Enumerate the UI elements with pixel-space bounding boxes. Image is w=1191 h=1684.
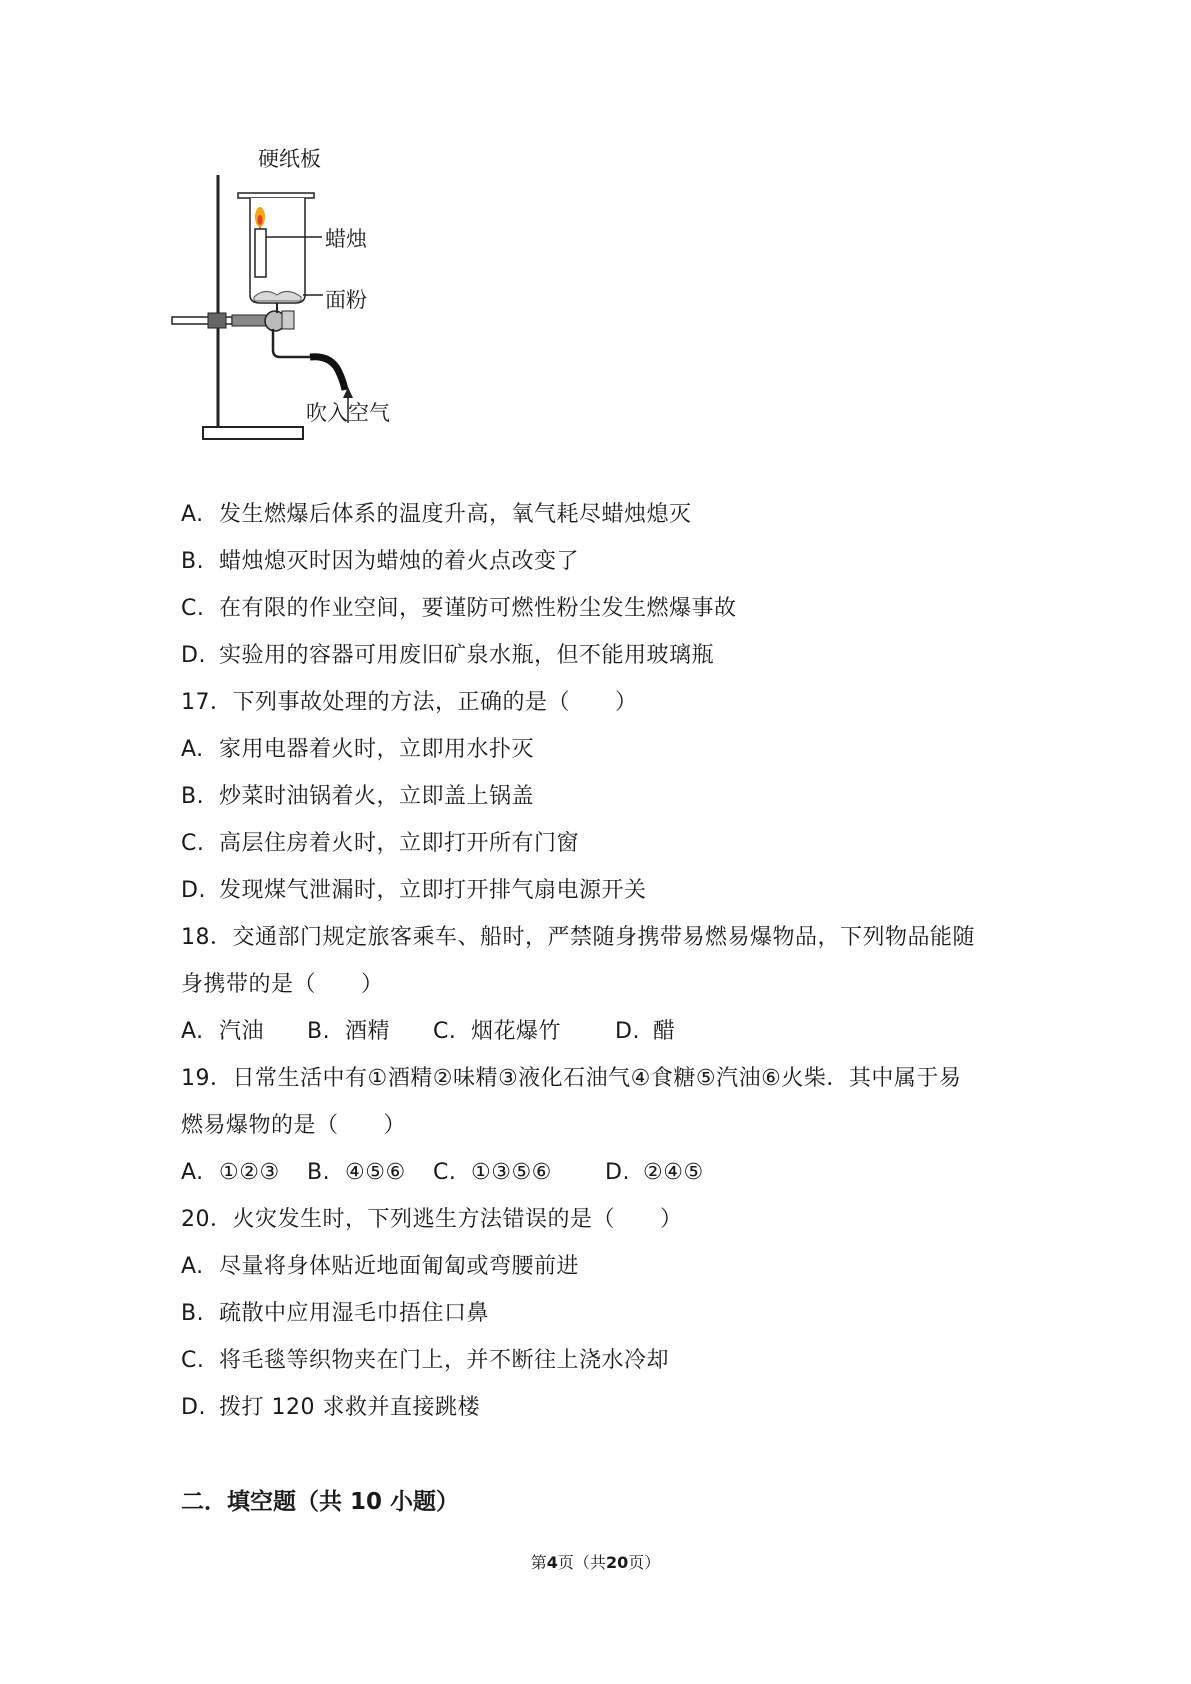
q19-option-c [433,1158,605,1188]
q19-option-a [181,1158,307,1188]
option-text: ①②③ [219,1160,280,1185]
option-letter: D. [615,1019,640,1044]
footer-suffix: 页） [628,1553,661,1572]
option-text: 酒精 [345,1019,391,1044]
q18-stem-line1: 18．交通部门规定旅客乘车、船时，严禁随身携带易燃易爆物品，下列物品能随 [181,925,975,950]
q18-options [181,1017,676,1047]
option-letter: C. [433,1019,457,1044]
cardboard-label: 硬纸板 [258,147,321,171]
q20-option-b [181,1299,489,1329]
page-footer [0,1553,1191,1573]
section-title: 二．填空题（共 10 小题） [181,1489,460,1515]
option-letter: A. [181,1160,204,1185]
q16-option-b [181,547,579,577]
q19-option-b [307,1158,433,1188]
option-letter: C. [181,1348,205,1373]
option-text: 拨打 120 求救并直接跳楼 [219,1395,480,1420]
option-text: 尽量将身体贴近地面匍匐或弯腰前进 [219,1254,580,1279]
option-letter: A. [181,502,204,527]
q19-option-d [605,1158,704,1188]
option-letter: C. [181,596,205,621]
option-letter: D. [605,1160,630,1185]
experiment-figure [170,145,430,480]
option-letter: B. [181,1301,205,1326]
blow-air-label: 吹入空气 [306,401,390,425]
option-text: 家用电器着火时，立即用水扑灭 [219,737,535,762]
q20-option-d [181,1393,480,1423]
option-text: 发现煤气泄漏时，立即打开排气扇电源开关 [219,878,647,903]
q17-option-a [181,735,534,765]
option-letter: B. [307,1019,331,1044]
q17-option-d [181,876,647,906]
q19-options [181,1158,704,1188]
option-text: ②④⑤ [643,1160,704,1185]
option-letter: C. [181,831,205,856]
footer-prefix: 第 [530,1553,547,1572]
q18-option-d [615,1017,676,1047]
q16-option-c [181,594,737,624]
candle-label: 蜡烛 [325,227,367,251]
option-text: 在有限的作业空间，要谨防可燃性粉尘发生燃爆事故 [219,596,737,621]
q19-stem-line1: 19．日常生活中有①酒精②味精③液化石油气④食糖⑤汽油⑥火柴．其中属于易 [181,1066,962,1091]
footer-total-pages: 20 [605,1553,629,1572]
option-text: 蜡烛熄灭时因为蜡烛的着火点改变了 [219,549,580,574]
option-text: 烟花爆竹 [471,1019,562,1044]
option-text: 高层住房着火时，立即打开所有门窗 [219,831,580,856]
option-text: 实验用的容器可用废旧矿泉水瓶，但不能用玻璃瓶 [219,643,715,668]
q18-option-b [307,1017,433,1047]
option-letter: D. [181,878,206,903]
footer-middle: 页（共 [557,1553,606,1572]
q16-option-d [181,641,714,671]
q18-option-a [181,1017,307,1047]
q20-option-a [181,1252,579,1282]
option-letter: B. [307,1160,331,1185]
option-text: 疏散中应用湿毛巾捂住口鼻 [219,1301,490,1326]
option-letter: B. [181,784,205,809]
q17-stem: 17．下列事故处理的方法，正确的是（ ） [181,690,638,715]
option-text: 醋 [653,1019,676,1044]
option-letter: D. [181,643,206,668]
option-text: ①③⑤⑥ [471,1160,552,1185]
option-letter: B. [181,549,205,574]
option-letter: A. [181,1019,204,1044]
q17-option-c [181,829,579,859]
option-text: 汽油 [219,1019,265,1044]
q16-option-a [181,500,692,530]
option-text: 将毛毯等织物夹在门上，并不断往上浇水冷却 [219,1348,670,1373]
option-text: 炒菜时油锅着火，立即盖上锅盖 [219,784,535,809]
option-text: 发生燃爆后体系的温度升高，氧气耗尽蜡烛熄灭 [219,502,692,527]
option-letter: A. [181,737,204,762]
q19-stem-line2: 燃易爆物的是（ ） [181,1113,407,1138]
q20-option-c [181,1346,669,1376]
q20-stem: 20．火灾发生时，下列逃生方法错误的是（ ） [181,1207,683,1232]
option-letter: A. [181,1254,204,1279]
q17-option-b [181,782,534,812]
q18-stem-line2: 身携带的是（ ） [181,972,384,997]
option-letter: D. [181,1395,206,1420]
option-text: ④⑤⑥ [345,1160,406,1185]
flour-label: 面粉 [325,288,367,312]
apparatus-drawing [170,145,430,480]
footer-page-number: 4 [546,1553,558,1572]
option-letter: C. [433,1160,457,1185]
q18-option-c [433,1017,615,1047]
